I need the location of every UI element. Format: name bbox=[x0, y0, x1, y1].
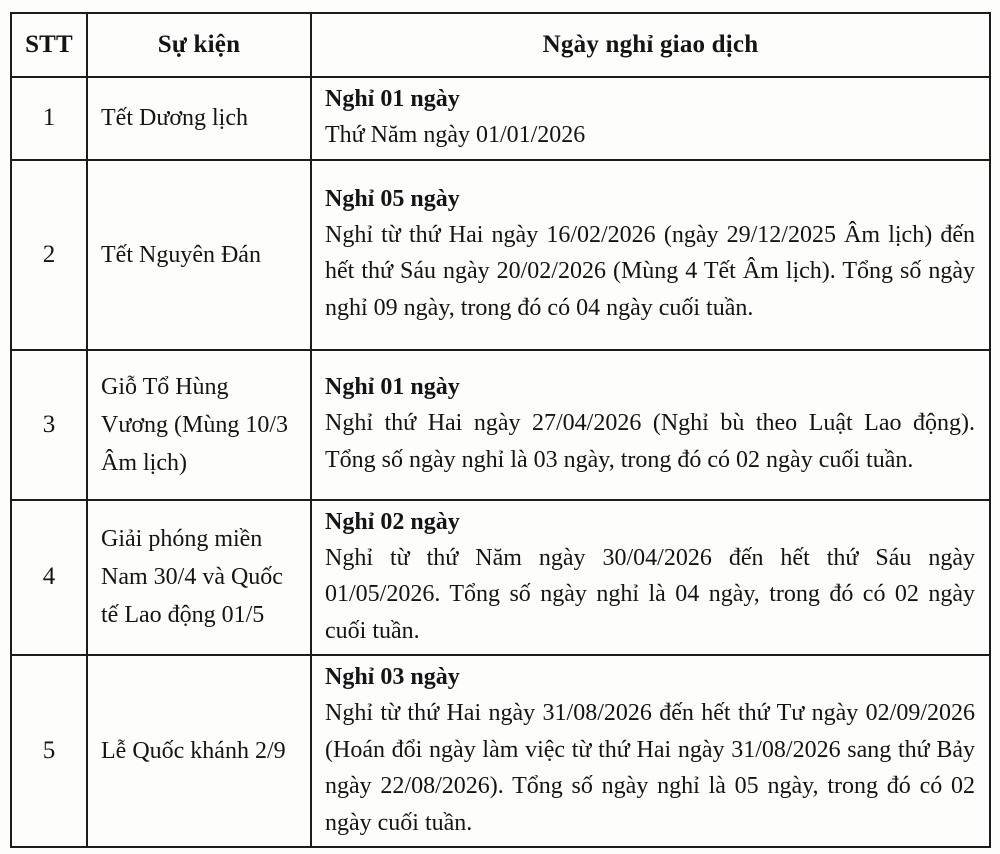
row-number: 1 bbox=[11, 77, 87, 160]
holiday-description bbox=[311, 77, 990, 160]
days-off-title: Nghỉ 01 ngày bbox=[325, 86, 460, 112]
days-off-detail: Nghỉ từ thứ Hai ngày 16/02/2026 (ngày 29/12/2025 Âm lịch) đến hết thứ Sáu ngày 20/02/2026 (Mùng 4 Tết Âm lịch). Tổng số ngày nghỉ 09 ngày, trong đó có 04 ngày cuối tuần. bbox=[325, 221, 975, 321]
event-name: Tết Dương lịch bbox=[87, 77, 311, 160]
event-name: Lễ Quốc khánh 2/9 bbox=[87, 655, 311, 847]
row-number: 4 bbox=[11, 500, 87, 656]
days-off-detail: Nghỉ thứ Hai ngày 27/04/2026 (Nghỉ bù theo Luật Lao động). Tổng số ngày nghỉ là 03 ngày, trong đó có 02 ngày cuối tuần. bbox=[325, 410, 975, 473]
days-off-detail: Nghỉ từ thứ Năm ngày 30/04/2026 đến hết thứ Sáu ngày 01/05/2026. Tổng số ngày nghỉ là 04 ngày, trong đó có 02 ngày cuối tuần. bbox=[325, 544, 975, 644]
event-name: Giải phóng miền Nam 30/4 và Quốc tế Lao động 01/5 bbox=[87, 500, 311, 656]
days-off-title: Nghỉ 01 ngày bbox=[325, 374, 460, 400]
row-number: 2 bbox=[11, 160, 87, 350]
table-row bbox=[11, 77, 990, 160]
table-row bbox=[11, 160, 990, 350]
table-row bbox=[11, 500, 990, 656]
table-row bbox=[11, 350, 990, 500]
trading-holiday-table bbox=[10, 12, 991, 848]
column-header-stt: STT bbox=[11, 13, 87, 77]
event-name: Giỗ Tổ Hùng Vương (Mùng 10/3 Âm lịch) bbox=[87, 350, 311, 500]
days-off-title: Nghỉ 03 ngày bbox=[325, 664, 460, 690]
row-number: 3 bbox=[11, 350, 87, 500]
holiday-description bbox=[311, 350, 990, 500]
event-name: Tết Nguyên Đán bbox=[87, 160, 311, 350]
holiday-description bbox=[311, 160, 990, 350]
table-row bbox=[11, 655, 990, 847]
holiday-description bbox=[311, 500, 990, 656]
days-off-detail: Thứ Năm ngày 01/01/2026 bbox=[325, 122, 586, 148]
days-off-title: Nghỉ 02 ngày bbox=[325, 508, 460, 535]
table-header-row bbox=[11, 13, 990, 77]
days-off-title: Nghỉ 05 ngày bbox=[325, 185, 460, 212]
column-header-event: Sự kiện bbox=[87, 13, 311, 77]
column-header-holiday: Ngày nghỉ giao dịch bbox=[311, 13, 990, 77]
row-number: 5 bbox=[11, 655, 87, 847]
days-off-detail: Nghỉ từ thứ Hai ngày 31/08/2026 đến hết thứ Tư ngày 02/09/2026 (Hoán đổi ngày làm việc từ thứ Hai ngày 31/08/2026 sang thứ Bảy ngày 22/08/2026). Tổng số ngày nghỉ là 05 ngày, trong đó có 02 ngày cuối tuần. bbox=[325, 700, 975, 836]
holiday-description bbox=[311, 655, 990, 847]
